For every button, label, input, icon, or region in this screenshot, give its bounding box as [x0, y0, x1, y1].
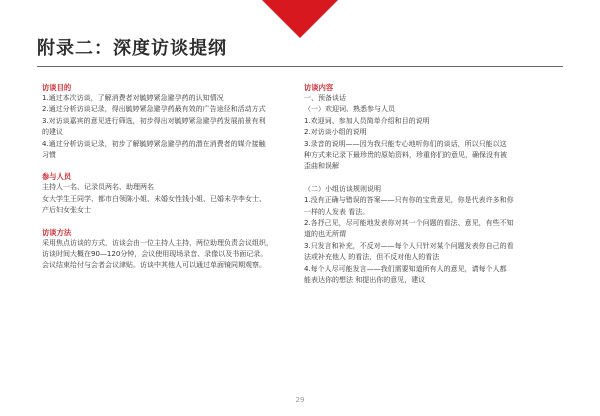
- right-column: [304, 82, 560, 287]
- participants-line: 主持人一名、记录员两名、助理两名: [42, 183, 154, 192]
- purpose-line: 2.通过分析访谈记录，得出毓婷紧急避孕药最有效的广告途径和活动方式: [42, 105, 266, 114]
- section-title: 一、预备谈话: [304, 94, 346, 102]
- content-line: 3.只发言和补充，不反对——每个人只针对某个问题发表你自己的看: [304, 241, 514, 250]
- content-line: 歪曲和误解: [304, 162, 339, 171]
- method-line: 访谈时间大概在90—120分钟，会议使用现场录音、录像以及书面记录。: [42, 250, 268, 259]
- content-line: 种方式来记录下最珍贵的原始资料，珍重你们的意见，确保没有被: [304, 151, 507, 160]
- purpose-line: 3.对访谈嘉宾的意见进行筛选，初步得出对毓婷紧急避孕药发展前景有利: [42, 116, 266, 125]
- page-number: 29: [295, 396, 305, 404]
- content-line: 1.没有正确与错误的答案——只有你的宝贵意见，你是代表许多和你: [304, 196, 514, 205]
- content-line: 法或补充他人 的看法，但不反对他人的看法: [304, 253, 440, 262]
- left-column: [42, 82, 288, 272]
- content-line: 2.对访谈小组的说明: [304, 128, 367, 137]
- method-line: 采用焦点访谈的方式，访谈会由一位主持人主持，两位助理负责会议组织，: [42, 238, 273, 247]
- content-line: 3.录音的说明——因为我只能专心地听你们的谈话，所以只能以这: [304, 139, 507, 148]
- content-line: 一样的人发表 看法。: [304, 207, 370, 216]
- content-line: 2.各抒己见，尽可能地发表你对其一个问题的看法、意见，有些不知: [304, 219, 514, 228]
- content-heading: 访谈内容: [304, 83, 334, 92]
- content-line: 1.欢迎词、参加人员简单介绍和目的说明: [304, 116, 430, 125]
- page-title: 附录二：深度访谈提纲: [37, 38, 227, 59]
- content-line: 道的也无所谓: [304, 230, 346, 239]
- participants-line: 产后妇女张女士: [42, 206, 91, 215]
- method-heading: 访谈方法: [42, 227, 72, 237]
- purpose-line: 1.通过本次访谈，了解消费者对毓婷紧急避孕药的认知情况: [42, 94, 224, 102]
- content-line: 4.每个人尽可能发言——我们需要知道所有人的意见，请每个人都: [304, 264, 507, 273]
- purpose-heading: 访谈目的: [42, 83, 72, 92]
- method-line: 会议结束给付与会者会议津贴。访谈中其他人可以通过单面镜同期观察。: [42, 261, 266, 270]
- purpose-line: 4.通过分析访谈记录，初步了解毓婷紧急避孕药的潜在消费者的媒介接触: [42, 139, 266, 148]
- purpose-line: 习惯: [42, 151, 56, 160]
- participants-line: 女大学生王同学、都市白领陈小姐、未婚女性钱小姐、已婚未孕李女士、: [42, 194, 266, 203]
- content-line: （一）欢迎词、熟悉参与人员: [304, 105, 395, 114]
- purpose-line: 的建议: [42, 128, 63, 137]
- decorative-red-triangle: [262, 0, 338, 38]
- content-line: （二）小组访谈规则说明: [304, 184, 381, 193]
- title-divider: [37, 66, 563, 67]
- participants-heading: 参与人员: [42, 172, 72, 182]
- content-line: 能表达你的想法 和提出你的意见，建议: [304, 276, 426, 285]
